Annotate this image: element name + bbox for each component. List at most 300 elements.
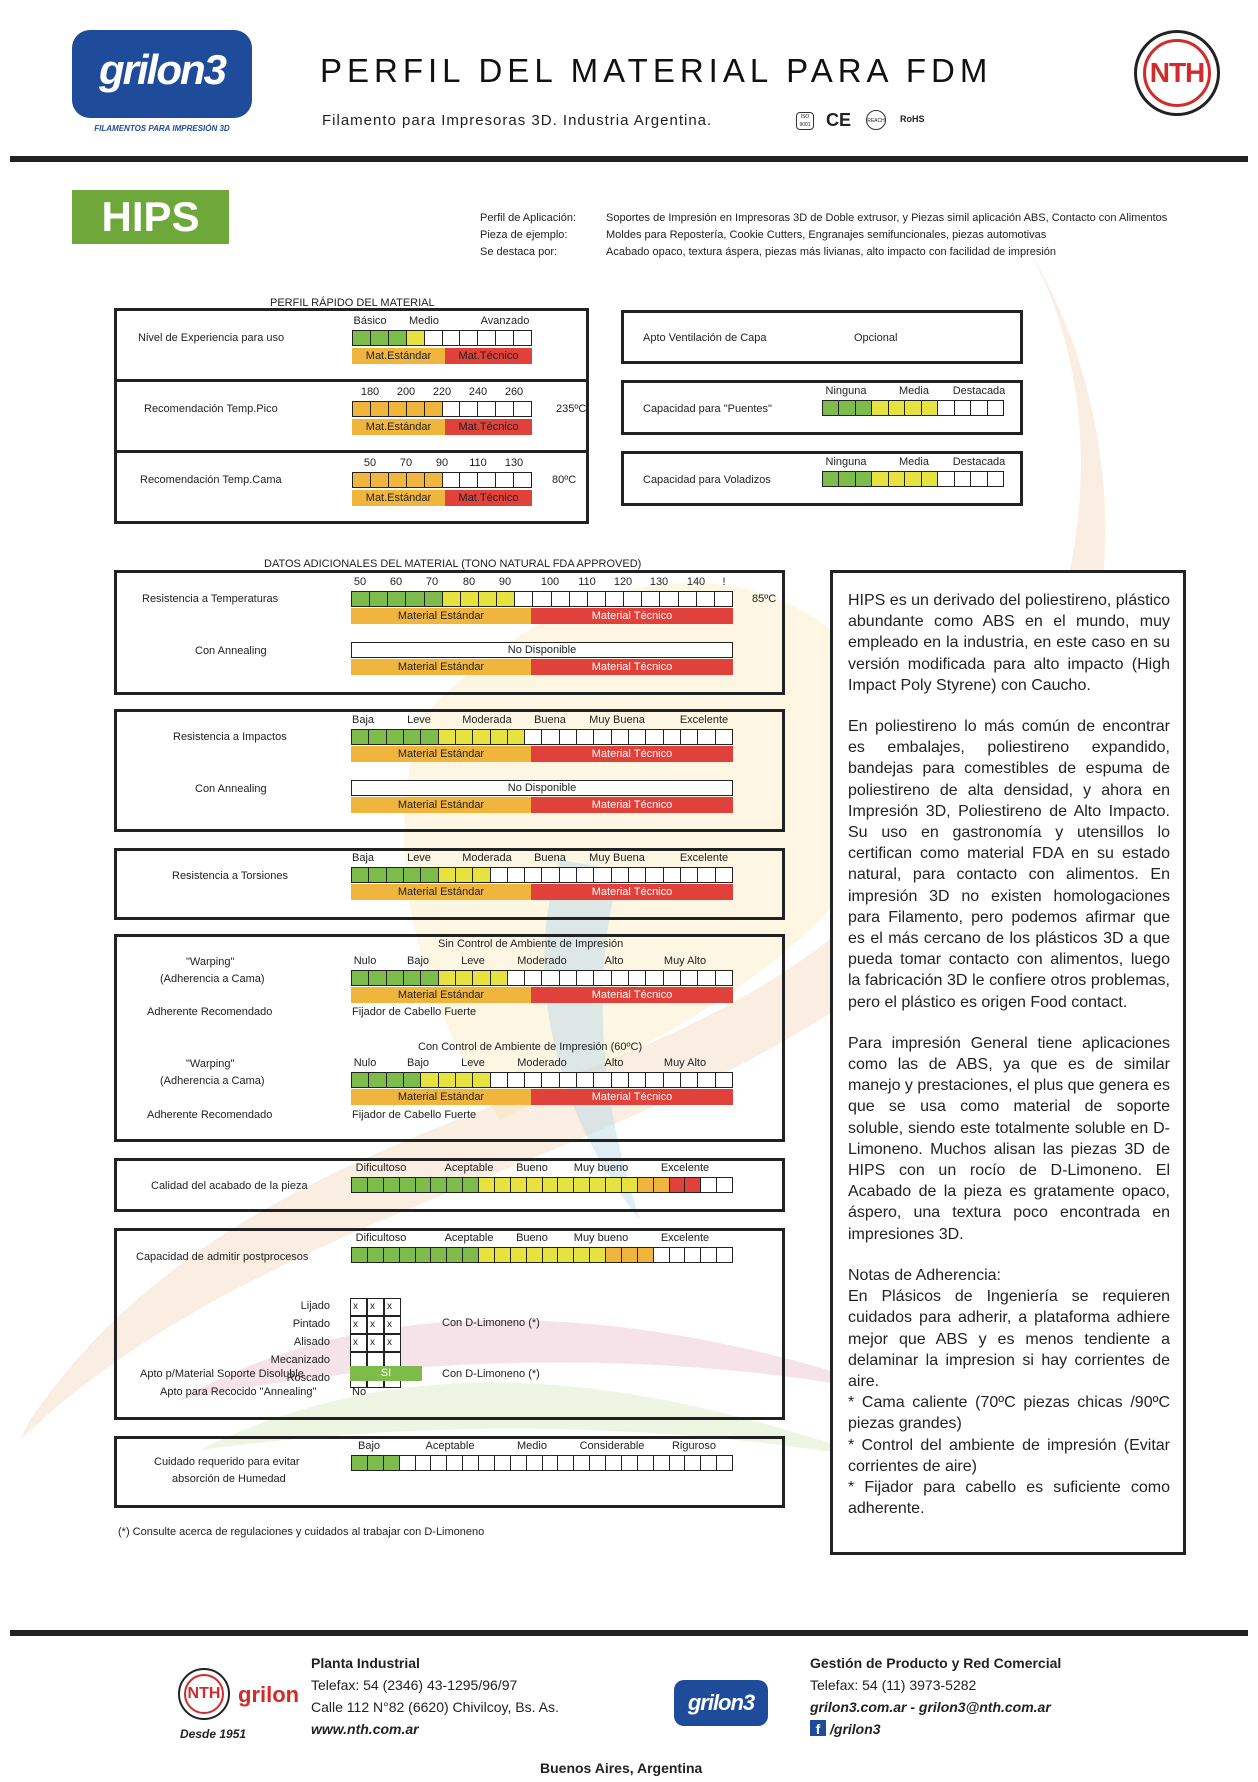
warp-scale-1 — [351, 970, 733, 986]
overhang-scale-cell-7 — [922, 472, 938, 486]
footer-city: Buenos Aires, Argentina — [540, 1760, 703, 1776]
vent-label: Apto Ventilación de Capa — [643, 332, 767, 344]
overhang-ticks: Ninguna Media Destacada — [825, 456, 1006, 468]
warp-scale-1-cell-15 — [594, 971, 611, 985]
torsion-band: Material Estándar Material Técnico — [351, 884, 733, 900]
warp-title-1: Sin Control de Ambiente de Impresión — [438, 938, 624, 950]
bridge-scale-cell-7 — [922, 401, 938, 415]
overhang-scale — [822, 471, 1004, 487]
header-rule — [10, 156, 1248, 162]
overhang-scale-cell-2 — [839, 472, 855, 486]
overhang-scale-cell-3 — [856, 472, 872, 486]
torsion-scale-cell-10 — [508, 868, 525, 882]
post-scale-cell-6 — [431, 1248, 447, 1262]
overhang-scale-cell-5 — [889, 472, 905, 486]
overhang-scale-cell-6 — [905, 472, 921, 486]
temp-scale-cell-6 — [443, 402, 461, 416]
temp-ticks: 180 200 220 240 260 — [360, 386, 524, 398]
additional-section-title: DATOS ADICIONALES DEL MATERIAL (TONO NATURAL FDA APPROVED) — [264, 558, 642, 570]
torsion-scale-cell-11 — [525, 868, 542, 882]
warp-scale-2-cell-22 — [716, 1073, 732, 1087]
nth-logo — [1134, 30, 1220, 116]
impact-scale-cell-9 — [491, 730, 508, 744]
finish-scale-cell-8 — [463, 1178, 479, 1192]
post-scale — [351, 1247, 733, 1263]
temp-resistance-scale-cell-8 — [479, 592, 497, 606]
highlight-label: Se destaca por: — [480, 246, 558, 258]
impact-scale-cell-8 — [473, 730, 490, 744]
temp-resistance-scale-cell-10 — [515, 592, 533, 606]
overhang-scale-cell-11 — [988, 472, 1003, 486]
warp-scale-1-cell-21 — [698, 971, 715, 985]
impact-label: Resistencia a Impactos — [173, 731, 287, 743]
facebook-icon[interactable]: f — [810, 1720, 826, 1736]
overhang-label: Capacidad para Voladizos — [643, 474, 771, 486]
impact-scale-cell-13 — [560, 730, 577, 744]
temp-resistance-scale-cell-14 — [588, 592, 606, 606]
post-mark-cell: x — [384, 1298, 401, 1316]
post-item-label: Pintado — [292, 1318, 330, 1330]
warp-scale-2-cell-15 — [594, 1073, 611, 1087]
description-p2: En poliestireno lo más común de encontrar es embalajes, poliestireno expandido, bandejas para comestibles de espuma de poliestireno de alta densidad, y ahora en Impresión 3D, Poliestireno de Alto Impacto. Su uso en gastronomía y utensillos lo certifican como material FDA en su estado natural, para contacto con alimentos. En impresión 3D no existen homologaciones para Filamento, pero podemos afirmar que es el más cercano de los plásticos 3D a que pueda tomar contacto con alimentos, luego la fabricación 3D le confiere otros problemas, pero el plástico es origen Food contact. — [848, 718, 1170, 1011]
torsion-scale-cell-21 — [698, 868, 715, 882]
post-scale-cell-24 — [717, 1248, 732, 1262]
footer-nth-logo: NTH — [178, 1668, 230, 1720]
finish-scale-cell-10 — [495, 1178, 511, 1192]
warp-scale-2-cell-18 — [646, 1073, 663, 1087]
warp-scale-1-cell-3 — [387, 971, 404, 985]
warp-scale-2-cell-4 — [404, 1073, 421, 1087]
note-1: * Cama caliente (70ºC piezas chicas /90ºC piezas grandes) — [848, 1394, 1170, 1433]
warp-scale-1-cell-20 — [681, 971, 698, 985]
humidity-scale-cell-3 — [384, 1456, 400, 1470]
exp-ticks: Básico Medio Avanzado — [353, 315, 530, 327]
page-subtitle: Filamento para Impresoras 3D. Industria Argentina. — [322, 112, 713, 129]
post-scale-cell-5 — [416, 1248, 432, 1262]
temp-scale-cell-4 — [407, 402, 425, 416]
warp-scale-1-cell-2 — [369, 971, 386, 985]
finish-scale-cell-11 — [511, 1178, 527, 1192]
footer-grilon-logo: grilon — [238, 1682, 300, 1707]
post-scale-cell-23 — [701, 1248, 717, 1262]
temp-resistance-scale-cell-4 — [406, 592, 424, 606]
warp-sub-1: (Adherencia a Cama) — [160, 973, 265, 985]
overhang-scale-cell-8 — [938, 472, 954, 486]
exp-scale — [352, 330, 532, 346]
bed-scale-cell-5 — [425, 473, 443, 487]
finish-scale-cell-24 — [717, 1178, 732, 1192]
torsion-scale-cell-15 — [594, 868, 611, 882]
warp-scale-2-cell-8 — [473, 1073, 490, 1087]
bed-scale-cell-1 — [353, 473, 371, 487]
humidity-scale-cell-23 — [701, 1456, 717, 1470]
description-p3: Para impresión General tiene aplicaciones como las de ABS, ya que es de similar manejo y prestaciones, el plus que genera es que se usa como material de soporte soluble, siendo este totalmente soluble en D-Limoneno. Muchos alisan las piezas 3D de HIPS con un rocío de D-Limoneno. El Acabado de la pieza es gratamente opaco, áspero, una textura poco encontrada en impresiones 3D. — [848, 1034, 1170, 1243]
annealing-band-1: Material Estándar Material Técnico — [351, 659, 733, 675]
temp-resistance-scale-cell-11 — [533, 592, 551, 606]
warp-scale-2-cell-13 — [560, 1073, 577, 1087]
warp-band-2: Material Estándar Material Técnico — [351, 1089, 733, 1105]
post-scale-cell-22 — [685, 1248, 701, 1262]
bridge-scale-cell-11 — [988, 401, 1003, 415]
warp-scale-1-cell-22 — [716, 971, 732, 985]
finish-scale — [351, 1177, 733, 1193]
warp-scale-1-cell-11 — [525, 971, 542, 985]
torsion-scale-cell-7 — [456, 868, 473, 882]
exp-scale-cell-4 — [407, 331, 425, 345]
material-name: HIPS — [101, 193, 200, 240]
humidity-scale-cell-7 — [447, 1456, 463, 1470]
annealing-label-2: Con Annealing — [195, 783, 267, 795]
warp-scale-2-cell-20 — [681, 1073, 698, 1087]
post-ticks: Dificultoso Aceptable Bueno Muy bueno Excelente — [355, 1232, 710, 1244]
torsion-scale-cell-5 — [421, 868, 438, 882]
post-scale-cell-10 — [495, 1248, 511, 1262]
post-scale-cell-9 — [479, 1248, 495, 1262]
note-3: * Fijador para cabello es suficiente como adherente. — [848, 1478, 1170, 1518]
warp-scale-1-cell-14 — [577, 971, 594, 985]
mgmt-phone: Telefax: 54 (11) 3973-5282 — [810, 1677, 977, 1693]
torsion-scale-cell-1 — [352, 868, 369, 882]
finish-scale-cell-6 — [431, 1178, 447, 1192]
bridge-scale-cell-3 — [856, 401, 872, 415]
post-mark-cell: x — [350, 1298, 367, 1316]
impact-scale-cell-5 — [421, 730, 438, 744]
warp-scale-1-cell-12 — [542, 971, 559, 985]
finish-scale-cell-20 — [654, 1178, 670, 1192]
bed-value: 80ºC — [552, 474, 577, 486]
post-scale-cell-2 — [368, 1248, 384, 1262]
warp-scale-2-cell-12 — [542, 1073, 559, 1087]
post-note: Con D-Limoneno (*) — [442, 1317, 540, 1329]
warp-scale-2-cell-5 — [421, 1073, 438, 1087]
example-value: Moldes para Repostería, Cookie Cutters, Engranajes semifuncionales, piezas automotivas — [606, 229, 1047, 241]
impact-scale-cell-6 — [439, 730, 456, 744]
finish-scale-cell-22 — [685, 1178, 701, 1192]
plant-title: Planta Industrial — [311, 1655, 420, 1671]
footer-since: Desde 1951 — [180, 1727, 247, 1741]
exp-scale-cell-3 — [389, 331, 407, 345]
notes-body: En Plásicos de Ingeniería se requieren cuidados para adherir, a plataforma adhiere mejor que ABS y es menos tendiente a delaminar la impresion si hay corrientes de aire. — [848, 1288, 1170, 1390]
warp-scale-1-cell-16 — [612, 971, 629, 985]
finish-label: Calidad del acabado de la pieza — [151, 1180, 308, 1192]
impact-scale-cell-4 — [404, 730, 421, 744]
annealing-label-1: Con Annealing — [195, 645, 267, 657]
bridge-scale-cell-9 — [955, 401, 971, 415]
footer-brand-logo: grilon3 — [674, 1680, 768, 1726]
temp-resistance-scale-cell-1 — [352, 592, 370, 606]
humidity-scale-cell-22 — [685, 1456, 701, 1470]
impact-scale-cell-10 — [508, 730, 525, 744]
temp-scale-cell-7 — [460, 402, 478, 416]
bridge-ticks: Ninguna Media Destacada — [825, 385, 1006, 397]
humidity-scale-cell-9 — [479, 1456, 495, 1470]
humidity-scale-cell-14 — [558, 1456, 574, 1470]
warp-scale-1-cell-6 — [439, 971, 456, 985]
impact-ticks: Baja Leve Moderada Buena Muy Buena Excelente — [351, 714, 729, 726]
post-scale-cell-16 — [590, 1248, 606, 1262]
temp-resistance-value: 85ºC — [752, 593, 777, 605]
page-title: PERFIL DEL MATERIAL PARA FDM — [320, 52, 993, 89]
bed-band: Mat.Estándar Mat.Técnico — [352, 490, 532, 506]
finish-scale-cell-2 — [368, 1178, 384, 1192]
torsion-scale-cell-12 — [542, 868, 559, 882]
description-text — [848, 590, 1170, 1519]
warp-ticks-2: Nulo Bajo Leve Moderado Alto Muy Alto — [353, 1057, 707, 1069]
finish-scale-cell-5 — [416, 1178, 432, 1192]
post-label: Capacidad de admitir postprocesos — [136, 1251, 309, 1263]
warp-scale-1-cell-5 — [421, 971, 438, 985]
impact-scale-cell-17 — [629, 730, 646, 744]
post-scale-cell-14 — [558, 1248, 574, 1262]
temp-resistance-scale-cell-9 — [497, 592, 515, 606]
torsion-scale-cell-16 — [612, 868, 629, 882]
impact-scale-cell-11 — [525, 730, 542, 744]
impact-band: Material Estándar Material Técnico — [351, 746, 733, 762]
finish-scale-cell-17 — [606, 1178, 622, 1192]
torsion-scale-cell-19 — [664, 868, 681, 882]
bed-scale-cell-6 — [443, 473, 461, 487]
impact-scale-cell-3 — [387, 730, 404, 744]
bridge-scale-cell-1 — [823, 401, 839, 415]
impact-scale-cell-21 — [698, 730, 715, 744]
warp-scale-2-cell-3 — [387, 1073, 404, 1087]
post-scale-cell-17 — [606, 1248, 622, 1262]
warp-scale-2-cell-14 — [577, 1073, 594, 1087]
impact-scale-cell-20 — [681, 730, 698, 744]
temp-resistance-scale-cell-3 — [388, 592, 406, 606]
post-scale-cell-12 — [527, 1248, 543, 1262]
overhang-scale-cell-1 — [823, 472, 839, 486]
temp-resistance-scale-cell-5 — [425, 592, 443, 606]
temp-scale-cell-5 — [425, 402, 443, 416]
post-mark-cell: x — [350, 1334, 367, 1352]
anneal2-value: No — [352, 1386, 367, 1398]
temp-resistance-scale-cell-15 — [606, 592, 624, 606]
post-mark-cell: x — [367, 1298, 384, 1316]
humidity-scale-cell-10 — [495, 1456, 511, 1470]
warp-scale-2-cell-6 — [439, 1073, 456, 1087]
warp-ticks-1: Nulo Bajo Leve Moderado Alto Muy Alto — [353, 955, 707, 967]
exp-label: Nivel de Experiencia para uso — [138, 332, 285, 344]
post-scale-cell-3 — [384, 1248, 400, 1262]
finish-scale-cell-13 — [543, 1178, 559, 1192]
temp-resistance-scale-cell-2 — [370, 592, 388, 606]
soluble-note: Con D-Limoneno (*) — [442, 1368, 540, 1380]
temp-resistance-scale-cell-16 — [624, 592, 642, 606]
warp-scale-2-cell-16 — [612, 1073, 629, 1087]
finish-scale-cell-7 — [447, 1178, 463, 1192]
cert-iso-icon: ISO 9001 — [796, 112, 814, 130]
bridge-scale-cell-8 — [938, 401, 954, 415]
bridge-scale-cell-4 — [872, 401, 888, 415]
adh-value-1: Fijador de Cabello Fuerte — [352, 1006, 477, 1018]
bed-scale-cell-8 — [478, 473, 496, 487]
post-mark-cell: x — [367, 1334, 384, 1352]
exp-scale-cell-5 — [425, 331, 443, 345]
post-scale-cell-20 — [654, 1248, 670, 1262]
warp-scale-1-cell-9 — [491, 971, 508, 985]
bed-scale-cell-10 — [514, 473, 531, 487]
temp-scale-cell-9 — [496, 402, 514, 416]
adh-label-1: Adherente Recomendado — [147, 1006, 273, 1018]
humidity-scale-cell-24 — [717, 1456, 732, 1470]
post-scale-cell-4 — [400, 1248, 416, 1262]
finish-scale-cell-3 — [384, 1178, 400, 1192]
bed-scale-cell-7 — [460, 473, 478, 487]
impact-scale-cell-19 — [664, 730, 681, 744]
post-mark-cell: x — [350, 1316, 367, 1334]
warp-scale-2-cell-9 — [491, 1073, 508, 1087]
impact-scale-cell-2 — [369, 730, 386, 744]
warp-scale-1-cell-1 — [352, 971, 369, 985]
warp-scale-2-cell-19 — [664, 1073, 681, 1087]
temp-scale — [352, 401, 532, 417]
soluble-label: Apto p/Material Soporte Disoluble — [140, 1368, 304, 1380]
warp-title-2: Con Control de Ambiente de Impresión (60ºC) — [418, 1041, 643, 1053]
post-scale-cell-13 — [543, 1248, 559, 1262]
post-item-label: Alisado — [293, 1336, 330, 1348]
impact-scale-cell-14 — [577, 730, 594, 744]
warp-scale-1-cell-8 — [473, 971, 490, 985]
exp-scale-cell-2 — [371, 331, 389, 345]
bed-scale — [352, 472, 532, 488]
warp-scale-2-cell-7 — [456, 1073, 473, 1087]
temp-resistance-scale-cell-19 — [679, 592, 697, 606]
warp-scale-1-cell-7 — [456, 971, 473, 985]
humidity-scale-cell-6 — [431, 1456, 447, 1470]
description-p1: HIPS es un derivado del poliestireno, plástico abundante como ABS en el mundo, muy empleado en la industria, en este caso en su versión modificada para alto impacto (High Impact Poly Styrene) con Caucho. — [848, 592, 1170, 694]
impact-scale-cell-18 — [646, 730, 663, 744]
post-scale-cell-18 — [622, 1248, 638, 1262]
mgmt-web[interactable]: grilon3.com.ar - grilon3@nth.com.ar — [810, 1699, 1051, 1715]
app-value: Soportes de Impresión en Impresoras 3D de Doble extrusor, y Piezas simil aplicación ABS, Contacto con Alimentos — [606, 212, 1168, 224]
notes-title: Notas de Adherencia: — [848, 1266, 1001, 1284]
highlight-value: Acabado opaco, textura áspera, piezas más livianas, alto impacto con facilidad de impresión — [606, 246, 1057, 258]
bed-scale-cell-2 — [371, 473, 389, 487]
warp-scale-2-cell-17 — [629, 1073, 646, 1087]
post-scale-cell-11 — [511, 1248, 527, 1262]
torsion-scale-cell-4 — [404, 868, 421, 882]
post-scale-cell-7 — [447, 1248, 463, 1262]
warp-scale-2-cell-2 — [369, 1073, 386, 1087]
post-scale-cell-19 — [638, 1248, 654, 1262]
humidity-scale-cell-2 — [368, 1456, 384, 1470]
warp-label-1: "Warping" — [186, 956, 235, 968]
humidity-scale-cell-21 — [670, 1456, 686, 1470]
torsion-scale-cell-6 — [439, 868, 456, 882]
annealing-no-disp-1: No Disponible — [351, 642, 733, 658]
adh-value-2: Fijador de Cabello Fuerte — [352, 1109, 477, 1121]
post-scale-cell-15 — [574, 1248, 590, 1262]
humidity-scale-cell-16 — [590, 1456, 606, 1470]
humidity-scale-cell-17 — [606, 1456, 622, 1470]
finish-scale-cell-14 — [558, 1178, 574, 1192]
finish-scale-cell-16 — [590, 1178, 606, 1192]
brand-logo — [72, 30, 252, 118]
finish-scale-cell-21 — [670, 1178, 686, 1192]
impact-scale-cell-7 — [456, 730, 473, 744]
humidity-scale-cell-15 — [574, 1456, 590, 1470]
finish-scale-cell-4 — [400, 1178, 416, 1192]
footer-rule — [10, 1630, 1248, 1636]
humidity-ticks: Bajo Aceptable Medio Considerable Riguroso — [357, 1440, 717, 1452]
post-item-label: Mecanizado — [270, 1354, 330, 1366]
warp-scale-1-cell-18 — [646, 971, 663, 985]
finish-scale-cell-23 — [701, 1178, 717, 1192]
warp-scale-2 — [351, 1072, 733, 1088]
impact-scale-cell-15 — [594, 730, 611, 744]
exp-scale-cell-7 — [460, 331, 478, 345]
temp-value: 235ºC — [556, 403, 587, 415]
post-mark-cell: x — [384, 1334, 401, 1352]
temp-resistance-scale-cell-20 — [697, 592, 715, 606]
warp-scale-1-cell-4 — [404, 971, 421, 985]
humidity-scale-cell-11 — [511, 1456, 527, 1470]
bridge-scale-cell-6 — [905, 401, 921, 415]
torsion-scale-cell-20 — [681, 868, 698, 882]
temp-label: Recomendación Temp.Pico — [144, 403, 278, 415]
impact-scale-cell-22 — [716, 730, 732, 744]
bed-label: Recomendación Temp.Cama — [140, 474, 282, 486]
warp-scale-1-cell-19 — [664, 971, 681, 985]
post-scale-cell-1 — [352, 1248, 368, 1262]
exp-scale-cell-8 — [478, 331, 496, 345]
brand-logo-text: grilon3 — [98, 46, 225, 93]
temp-resistance-scale-cell-17 — [642, 592, 660, 606]
torsion-scale — [351, 867, 733, 883]
temp-scale-cell-2 — [371, 402, 389, 416]
overhang-scale-cell-4 — [872, 472, 888, 486]
torsion-scale-cell-17 — [629, 868, 646, 882]
plant-web[interactable]: www.nth.com.ar — [311, 1721, 419, 1737]
humidity-label-2: absorción de Humedad — [172, 1473, 286, 1485]
finish-scale-cell-19 — [638, 1178, 654, 1192]
warp-scale-2-cell-1 — [352, 1073, 369, 1087]
temp-scale-cell-3 — [389, 402, 407, 416]
warp-label-2: "Warping" — [186, 1058, 235, 1070]
bed-scale-cell-4 — [407, 473, 425, 487]
exp-scale-cell-10 — [514, 331, 531, 345]
humidity-scale-cell-20 — [654, 1456, 670, 1470]
app-label: Perfil de Aplicación: — [480, 212, 576, 224]
soluble-badge: SI — [350, 1366, 422, 1381]
humidity-scale-cell-5 — [416, 1456, 432, 1470]
facebook-link[interactable]: /grilon3 — [830, 1721, 881, 1737]
warp-scale-1-cell-10 — [508, 971, 525, 985]
overhang-scale-cell-10 — [971, 472, 987, 486]
post-item-label: Lijado — [300, 1300, 330, 1312]
finish-scale-cell-12 — [527, 1178, 543, 1192]
warp-scale-1-cell-17 — [629, 971, 646, 985]
bed-ticks: 50 70 90 110 130 — [363, 457, 524, 469]
humidity-scale-cell-12 — [527, 1456, 543, 1470]
warp-scale-1-cell-13 — [560, 971, 577, 985]
exp-scale-cell-1 — [353, 331, 371, 345]
post-scale-cell-21 — [670, 1248, 686, 1262]
temp-resistance-scale — [351, 591, 733, 607]
exp-scale-cell-6 — [443, 331, 461, 345]
note-2: * Control del ambiente de impresión (Evitar corrientes de aire) — [848, 1436, 1170, 1475]
temp-scale-cell-10 — [514, 402, 531, 416]
cert-reach-icon: REACH — [866, 110, 886, 130]
bridge-scale — [822, 400, 1004, 416]
post-item-label: Roscado — [286, 1372, 330, 1384]
bed-scale-cell-9 — [496, 473, 514, 487]
humidity-scale-cell-19 — [638, 1456, 654, 1470]
torsion-scale-cell-2 — [369, 868, 386, 882]
bridge-label: Capacidad para "Puentes" — [643, 403, 772, 415]
plant-phone: Telefax: 54 (2346) 43-1295/96/97 — [311, 1677, 518, 1693]
